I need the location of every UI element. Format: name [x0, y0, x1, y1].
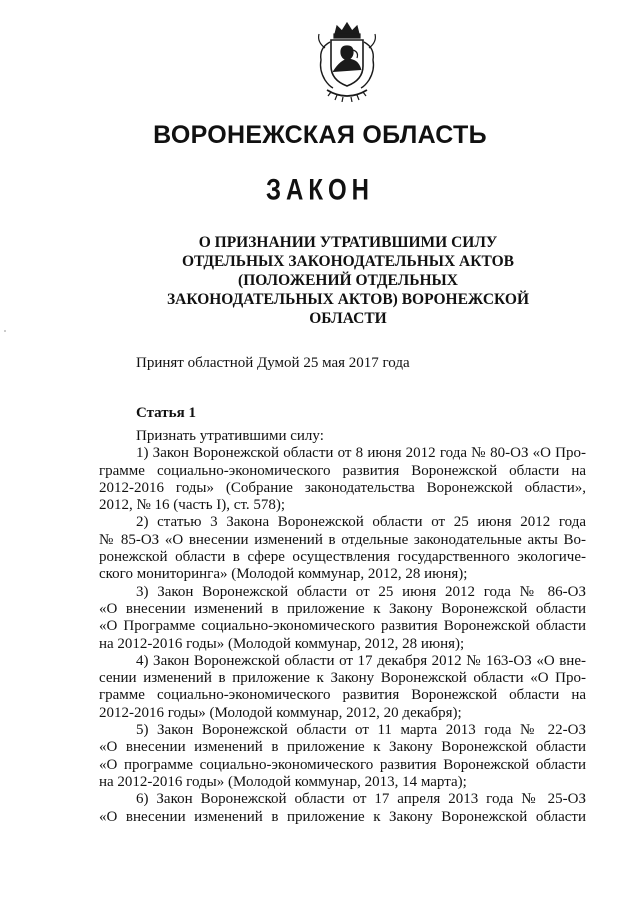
article-heading: Статья 1	[136, 405, 196, 421]
title-line: (ПОЛОЖЕНИЙ ОТДЕЛЬНЫХ	[238, 272, 458, 289]
body-line: грамме социально-экономического развития Воронежской области на	[99, 462, 586, 479]
body-line: 6) Закон Воронежской области от 17 апреля 2013 года № 25-ОЗ	[136, 791, 586, 808]
body-line: «О Программе социально-экономического развития Воронежской области	[99, 618, 586, 635]
body-line: 4) Закон Воронежской области от 17 декабря 2012 № 163-ОЗ «О вне-	[136, 652, 586, 669]
body-line: «О внесении изменений в приложение к Закону Воронежской области	[99, 808, 586, 825]
document-type-heading: ЗАКОН	[265, 173, 374, 207]
body-line: 1) Закон Воронежской области от 8 июня 2012 года № 80-ОЗ «О Про-	[136, 445, 586, 462]
body-line: сении изменений в приложение к Закону Воронежской области «О Про-	[99, 670, 586, 687]
body-line: грамме социально-экономического развития Воронежской области на	[99, 687, 586, 704]
title-line: О ПРИЗНАНИИ УТРАТИВШИМИ СИЛУ	[198, 234, 498, 251]
body-line: № 85-ОЗ «О внесении изменений в отдельные законодательные акты Во-	[99, 531, 586, 548]
body-line: 2) статью 3 Закона Воронежской области от 25 июня 2012 года	[136, 514, 586, 531]
law-title	[150, 233, 546, 328]
body-line: на 2012-2016 годы» (Молодой коммунар, 2012, 28 июня);	[99, 635, 465, 652]
adoption-note: Принят областной Думой 25 мая 2017 года	[136, 355, 410, 371]
title-line: ЗАКОНОДАТЕЛЬНЫХ АКТОВ) ВОРОНЕЖСКОЙ	[166, 291, 530, 308]
body-line: «О внесении изменений в приложение к Закону Воронежской области	[99, 739, 586, 756]
title-line: ОТДЕЛЬНЫХ ЗАКОНОДАТЕЛЬНЫХ АКТОВ	[181, 253, 515, 270]
coat-of-arms-icon	[313, 20, 381, 102]
body-line: 2012-2016 годы» (Молодой коммунар, 2012, 20 декабря);	[99, 704, 462, 721]
body-line: на 2012-2016 годы» (Молодой коммунар, 2013, 14 марта);	[99, 773, 467, 790]
body-line: Признать утратившими силу:	[136, 428, 324, 444]
body-line: ронежской области в сфере осуществления государственного экологиче-	[99, 549, 586, 566]
body-line: 3) Закон Воронежской области от 25 июня 2012 года № 86-ОЗ	[136, 583, 586, 600]
title-line: ОБЛАСТИ	[309, 310, 387, 327]
body-line: 2012, № 16 (часть I), ст. 578);	[99, 497, 286, 514]
article-body	[99, 428, 586, 826]
region-heading: ВОРОНЕЖСКАЯ ОБЛАСТЬ	[153, 121, 487, 149]
body-line: 5) Закон Воронежской области от 11 марта 2013 года № 22-ОЗ	[136, 722, 586, 739]
scan-speck	[4, 330, 6, 332]
body-line: ского мониторинга» (Молодой коммунар, 2012, 28 июня);	[99, 566, 468, 583]
body-line: 2012-2016 годы» (Собрание законодательства Воронежской области»,	[99, 479, 586, 496]
body-line: «О программе социально-экономического развития Воронежской области	[99, 756, 586, 773]
body-line: «О внесении изменений в приложение к Закону Воронежской области	[99, 600, 586, 617]
